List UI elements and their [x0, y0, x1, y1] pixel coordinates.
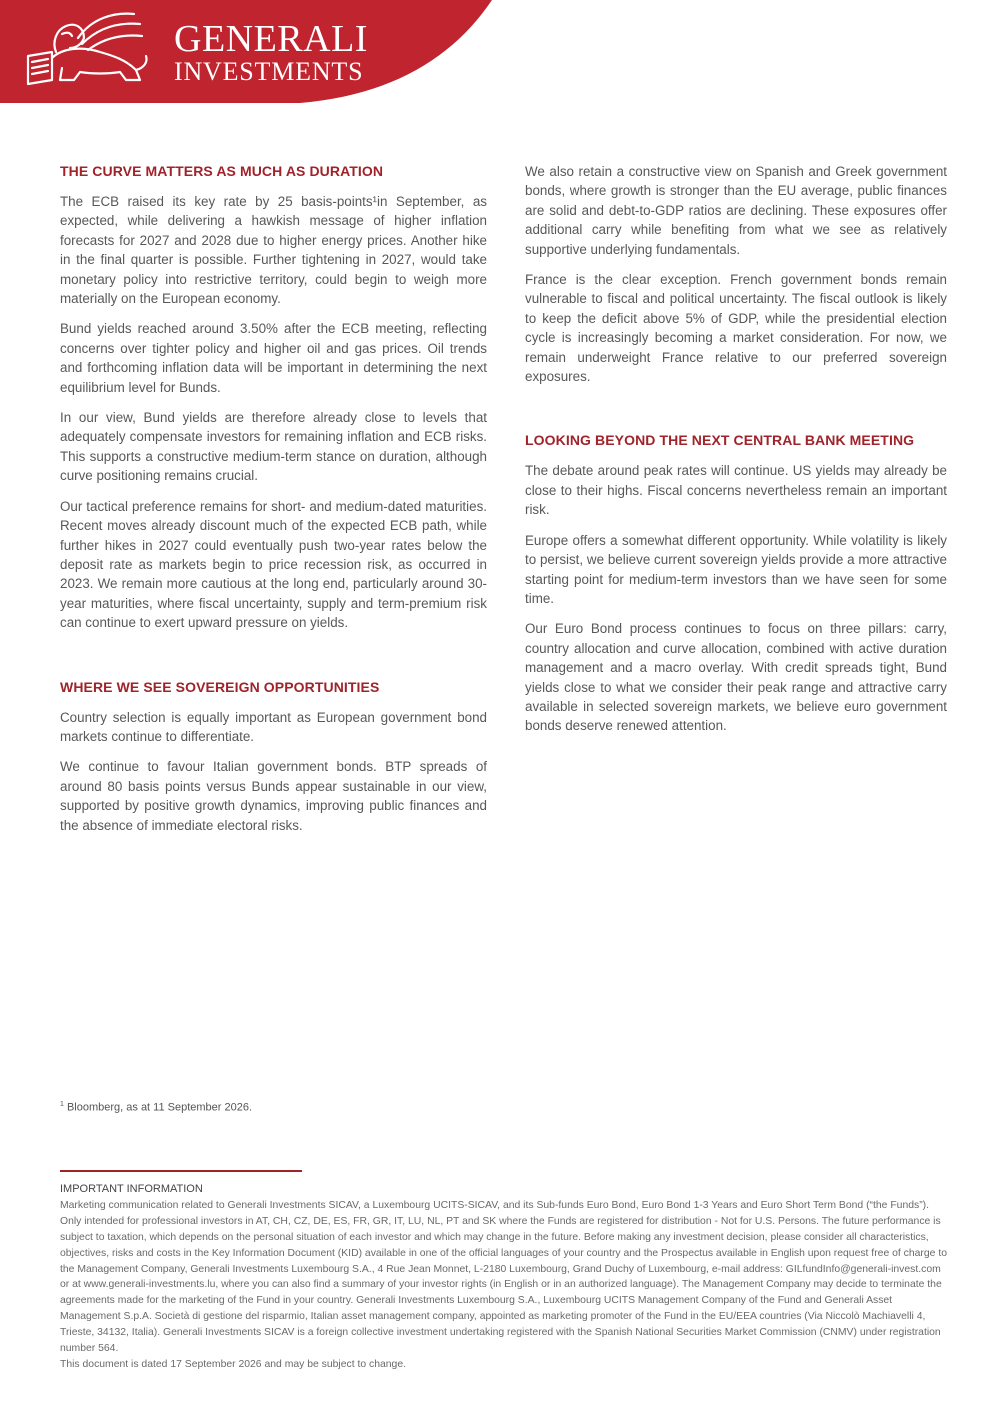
section-title-sovereign: WHERE WE SEE SOVEREIGN OPPORTUNITIES [60, 678, 380, 695]
paragraph: Europe offers a somewhat different opportunity. While volatility is likely to persist, we believe current sovereign yields provide a more attractive starting point for medium-term investors than we have seen for some time. [525, 532, 947, 606]
document-date: This document is dated 17 September 2026 and may be subject to change. [60, 1358, 406, 1370]
paragraph: Our Euro Bond process continues to focus on three pillars: carry, country allocation and curve allocation, combined with active duration management and a macro overlay. With credit spreads tight, Bund yields close to what we consider their peak range and attractive carry available in selected sovereign markets, we believe euro government bonds deserve renewed attention. [525, 621, 947, 734]
header-band [0, 0, 1000, 110]
paragraph: We also retain a constructive view on Spanish and Greek government bonds, where growth is stronger than the EU average, public finances are solid and debt-to-GDP ratios are declining. These exposures offer additional carry while benefiting from what we see as relatively supportive underlying fundamentals. [525, 164, 947, 257]
paragraph: Our tactical preference remains for short- and medium-dated maturities. Recent moves already discount much of the expected ECB path, while further hikes in 2027 could eventually push two-year rates below the deposit rate as markets begin to price recession risk, as occurred in 2023. We remain more cautious at the long end, particularly around 30-year maturities, where fiscal uncertainty, supply and term-premium risk can continue to exert upward pressure on yields. [60, 498, 487, 631]
footnote [60, 1101, 252, 1114]
important-body: Marketing communication related to Generali Investments SICAV, a Luxembourg UCITS-SICAV, and its Sub-funds Euro Bond, Euro Bond 1-3 Years and Euro Short Term Bond (“the Funds”). Only intended for professional investors in AT, CH, CZ, DE, ES, FR, GR, IT, LU, NL, PT and SK where the Funds are registered for distribution - Not for U.S. Persons. The future performance is subject to taxation, which depends on the personal situation of each investor and which may change in the future. Before making any investment decision, please consider all characteristics, objectives, risks and costs in the Key Information Document (KID) available in one of the official languages of your country and the Prospectus available in English upon request free of charge to the Management Company, Generali Investments Luxembourg S.A., 4 Rue Jean Monnet, L-2180 Luxembourg, Grand Duchy of Luxembourg, e-mail address: GILfundInfo@generali-invest.com or at www.generali-investments.lu, where you can also find a summary of your investor rights (in English or in an authorized language). The Management Company may decide to terminate the agreements made for the marketing of the Fund in your country. Generali Investments Luxembourg S.A., Luxembourg UCITS Management Company of the Fund and Generali Asset Management S.p.A. Società di gestione del risparmio, Italian asset management company, appointed as marketing promoter of the Fund in the EU/EEA countries (Via Niccolò Machiavelli 4, Trieste, 34132, Italia). Generali Investments SICAV is a foreign collective investment undertaking registered with the Spanish National Securities Market Commission (CNMV) under registration number 564. [60, 1199, 947, 1355]
footnote-text: Bloomberg, as at 11 September 2026. [63, 1101, 253, 1114]
section-title-curve: THE CURVE MATTERS AS MUCH AS DURATION [60, 163, 384, 179]
right-column [525, 162, 947, 747]
paragraph: The debate around peak rates will continue. US yields may already be close to their highs. Fiscal concerns nevertheless remain an important risk. [525, 463, 947, 518]
company-logo [22, 8, 368, 88]
paragraph: Bund yields reached around 3.50% after the ECB meeting, reflecting concerns over tighter policy and higher oil and gas prices. Oil trends and forthcoming inflation data will be important in determining the next equilibrium level for Bunds. [60, 321, 487, 395]
paragraph: In our view, Bund yields are therefore already close to levels that adequately compensate investors for remaining inflation and ECB risks. This supports a constructive medium-term stance on duration, although curve positioning remains crucial. [60, 410, 487, 484]
paragraph: We continue to favour Italian government bonds. BTP spreads of around 80 basis points versus Bunds appear sustainable in our view, supported by positive growth dynamics, improving public finances and the absence of immediate electoral risks. [60, 759, 487, 833]
section-title-beyond: LOOKING BEYOND THE NEXT CENTRAL BANK MEETING [525, 432, 915, 449]
left-column [60, 162, 487, 846]
paragraph: France is the clear exception. French government bonds remain vulnerable to fiscal and political uncertainty. The fiscal outlook is likely to keep the deficit above 5% of GDP, while the presidential election cycle is increasingly becoming a market consideration. For now, we remain underweight France relative to our preferred sovereign exposures. [525, 272, 947, 385]
brand-wordmark [174, 20, 368, 86]
brand-name-investments: INVESTMENTS [174, 57, 364, 86]
divider-rule [60, 1170, 302, 1172]
important-title: IMPORTANT INFORMATION [60, 1183, 203, 1195]
important-information [60, 1182, 947, 1373]
footnote-marker: 1 [60, 1101, 64, 1108]
lion-emblem-icon [22, 8, 152, 88]
paragraph: Country selection is equally important as European government bond markets continue to differentiate. [60, 709, 487, 744]
brand-name-generali: GENERALI [174, 18, 368, 60]
paragraph: The ECB raised its key rate by 25 basis-points¹in September, as expected, while delivering a hawkish message of higher inflation forecasts for 2027 and 2028 due to higher energy prices. Another hike in the final quarter is possible. Further tightening in 2027, would take monetary policy into restrictive territory, could begin to weigh more materially on the European economy. [60, 194, 487, 307]
